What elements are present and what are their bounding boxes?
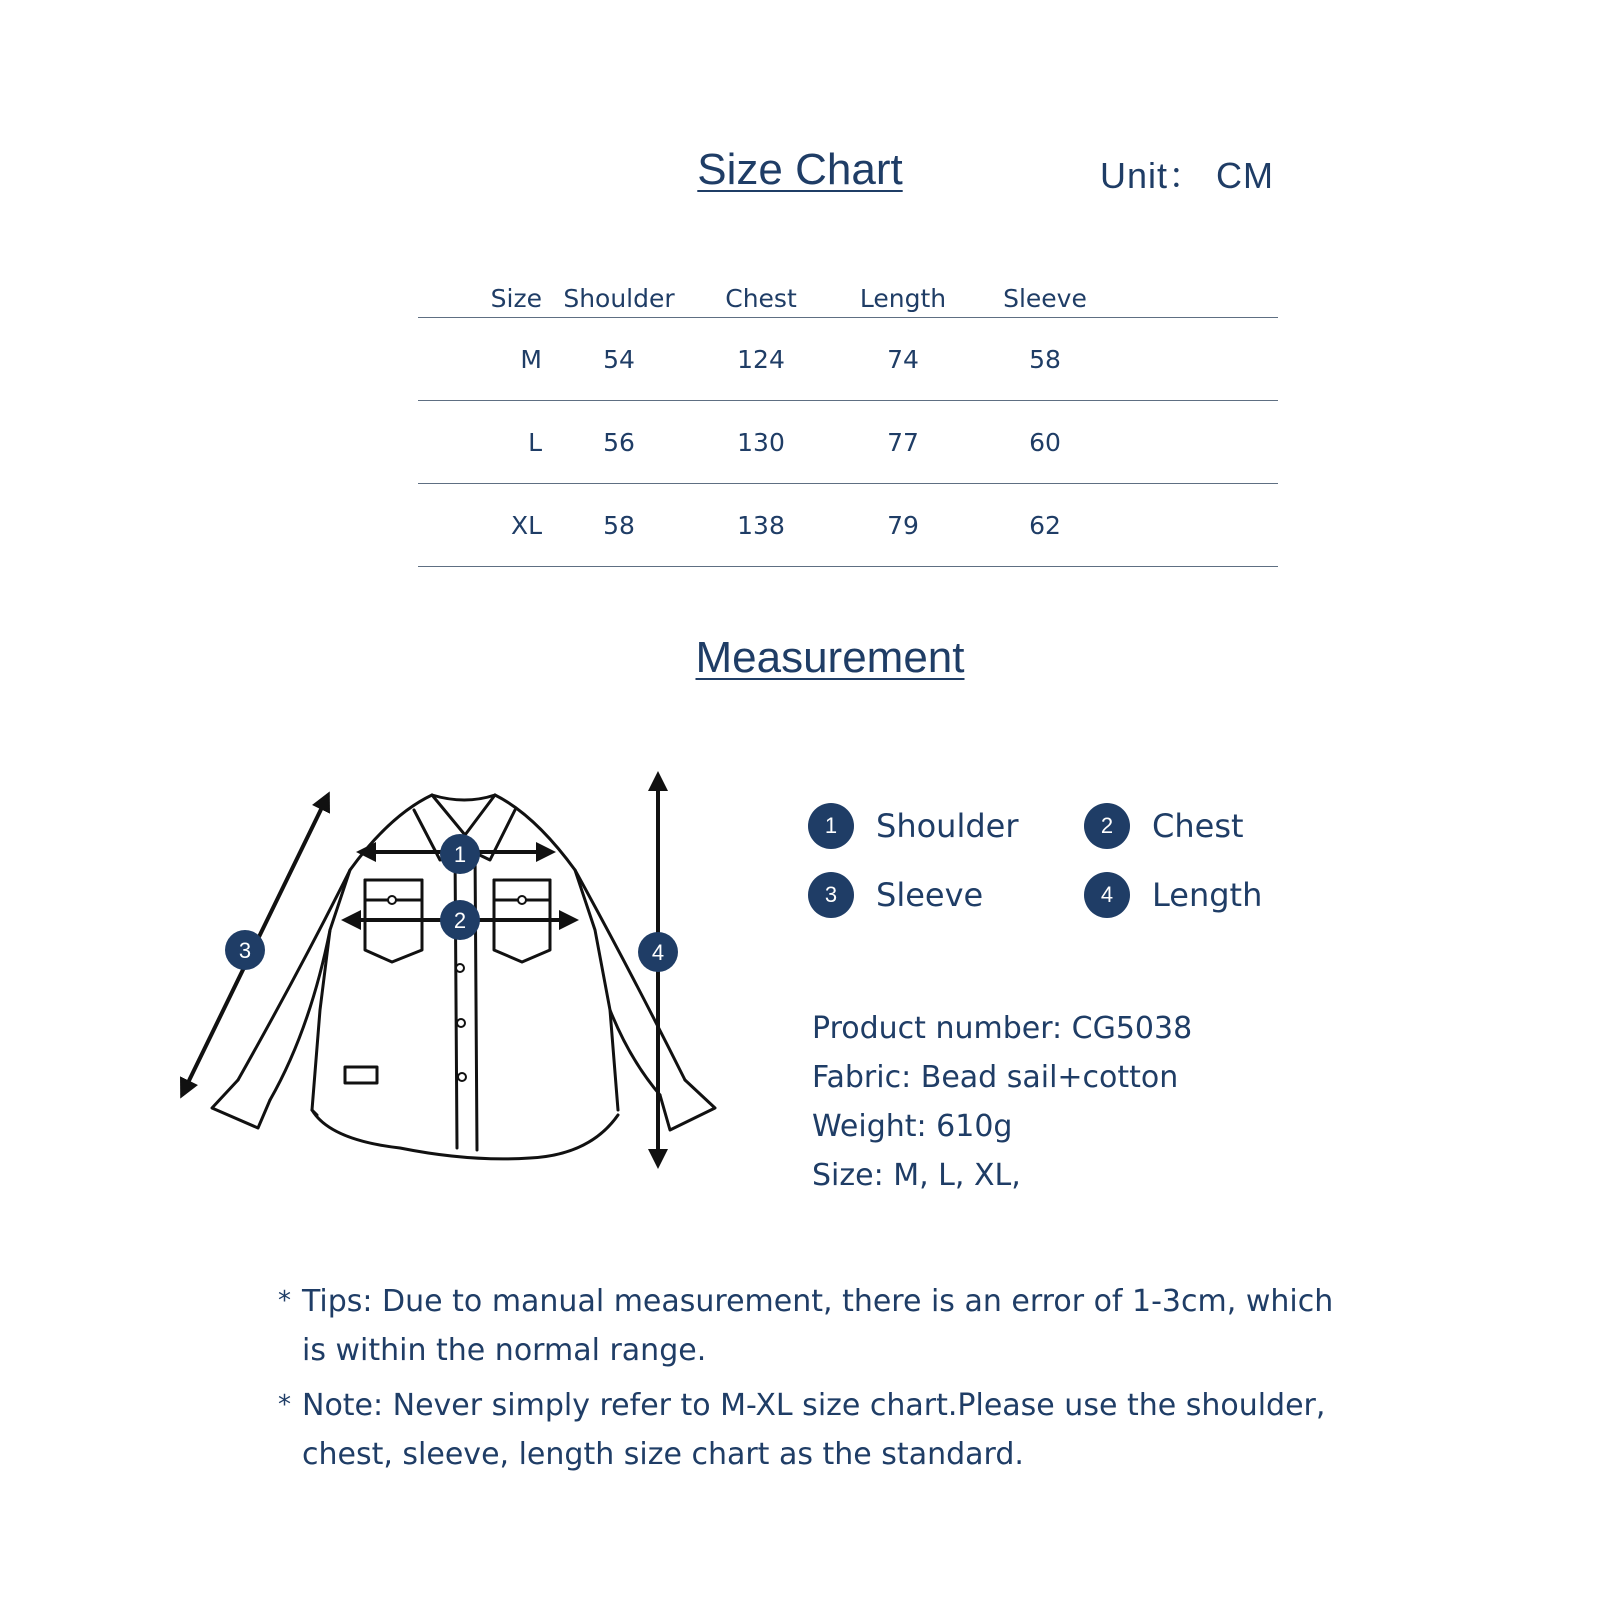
notes-section [278, 1277, 1358, 1485]
marker-4-label: 4 [651, 940, 665, 965]
product-info [812, 1004, 1192, 1200]
legend-label-length: Length [1152, 876, 1263, 914]
marker-badges [225, 834, 678, 972]
cell-sleeve: 60 [1029, 427, 1061, 457]
header-length: Length [859, 284, 947, 313]
product-fabric: Fabric: Bead sail+cotton [812, 1060, 1179, 1095]
asterisk-icon: * [278, 1390, 291, 1420]
cell-chest: 124 [737, 344, 785, 374]
header-chest: Chest [725, 284, 797, 313]
unit-label: Unit： CM [1100, 155, 1275, 196]
legend-item-shoulder [808, 803, 1019, 849]
legend-number-2: 2 [1084, 803, 1130, 849]
measurement-title: Measurement [695, 633, 965, 682]
cell-shoulder: 56 [603, 427, 635, 457]
product-weight: Weight: 610g [812, 1109, 1013, 1144]
size-chart-title: Size Chart [697, 145, 903, 194]
cell-chest: 130 [737, 427, 785, 457]
legend-item-sleeve [808, 872, 983, 918]
cell-length: 74 [887, 344, 919, 374]
note-text: Note: Never simply refer to M-XL size chart.Please use the shoulder, chest, sleeve, length size chart as the standard. [302, 1388, 1326, 1472]
shirt-diagram [170, 770, 750, 1220]
cell-size: XL [510, 510, 542, 540]
table-header-row [418, 272, 1278, 318]
cell-shoulder: 54 [603, 344, 635, 374]
tips-text: Tips: Due to manual measurement, there is an error of 1-3cm, which is within the normal range. [302, 1284, 1334, 1368]
size-table [418, 272, 1278, 567]
header-sleeve: Sleeve [1003, 284, 1087, 313]
cell-length: 79 [887, 510, 919, 540]
cell-shoulder: 58 [603, 510, 635, 540]
header-size: Size [490, 284, 542, 313]
legend-number-4: 4 [1084, 872, 1130, 918]
marker-2-label: 2 [453, 908, 467, 933]
legend-number-1: 1 [808, 803, 854, 849]
marker-1-label: 1 [453, 842, 467, 867]
cell-length: 77 [887, 427, 919, 457]
legend-label-shoulder: Shoulder [876, 807, 1019, 845]
table-row [418, 484, 1278, 567]
legend-label-chest: Chest [1152, 807, 1244, 845]
measurement-arrows [182, 775, 658, 1165]
table-row [418, 401, 1278, 484]
cell-size: M [520, 344, 542, 374]
product-sizes: Size: M, L, XL, [812, 1158, 1021, 1193]
legend-item-length [1084, 872, 1262, 918]
product-number: Product number: CG5038 [812, 1011, 1193, 1046]
cell-sleeve: 58 [1029, 344, 1061, 374]
tips-note [278, 1277, 1358, 1375]
measurement-legend [808, 803, 1328, 943]
cell-size: L [528, 427, 542, 457]
table-row [418, 318, 1278, 401]
legend-number-3: 3 [808, 872, 854, 918]
cell-sleeve: 62 [1029, 510, 1061, 540]
asterisk-icon: * [278, 1286, 291, 1316]
legend-item-chest [1084, 803, 1244, 849]
legend-label-sleeve: Sleeve [876, 876, 984, 914]
marker-3-label: 3 [238, 938, 252, 963]
standard-note [278, 1381, 1358, 1479]
header-shoulder: Shoulder [563, 284, 675, 313]
cell-chest: 138 [737, 510, 785, 540]
